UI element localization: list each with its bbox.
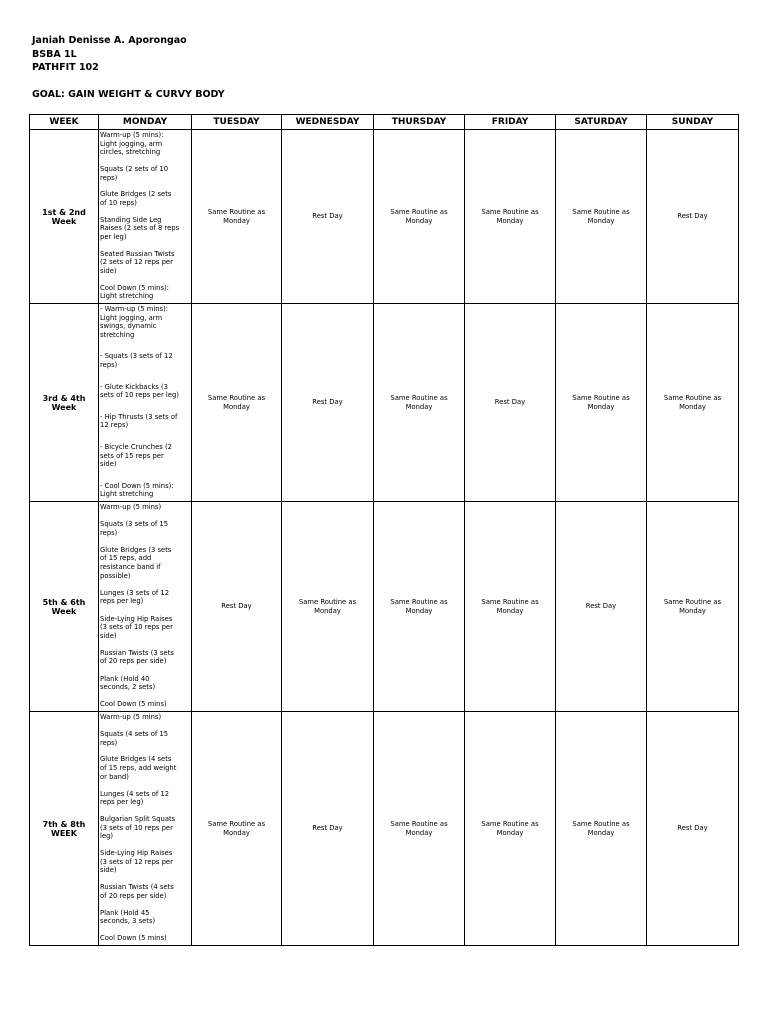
column-header-saturday: SATURDAY (556, 115, 647, 130)
saturday-cell: Rest Day (556, 502, 647, 712)
friday-cell: Same Routine as Monday (465, 130, 556, 304)
monday-routine-cell (99, 502, 192, 712)
workout-schedule-table (29, 114, 739, 946)
thursday-cell: Same Routine as Monday (374, 712, 465, 946)
exercise-item: Warm-up (5 mins) (100, 713, 162, 721)
table-header-row (30, 115, 739, 130)
table-row (30, 712, 739, 946)
exercise-item: Lunges (4 sets of 12 reps per leg) (100, 789, 170, 807)
exercise-item: Glute Bridges (2 sets of 10 reps) (100, 190, 172, 207)
exercise-item: - Hip Thrusts (3 sets of 12 reps) (100, 412, 178, 430)
exercise-item: - Warm-up (5 mins): Light jogging, arm swings, dynamic stretching (100, 305, 169, 339)
friday-cell: Same Routine as Monday (465, 712, 556, 946)
table-row (30, 130, 739, 304)
exercise-item: Glute Bridges (4 sets of 15 reps, add weight or band) (100, 755, 177, 781)
exercise-item: Russian Twists (3 sets of 20 reps per side) (100, 648, 174, 666)
friday-cell: Rest Day (465, 304, 556, 502)
tuesday-cell: Rest Day (192, 502, 282, 712)
friday-cell: Same Routine as Monday (465, 502, 556, 712)
exercise-list (100, 713, 189, 943)
goal: GOAL: GAIN WEIGHT & CURVY BODY (32, 88, 225, 100)
exercise-item: Plank (Hold 40 seconds, 2 sets) (100, 674, 156, 692)
tuesday-cell: Same Routine as Monday (192, 304, 282, 502)
exercise-item: Cool Down (5 mins) (100, 700, 167, 709)
exercise-item: Warm-up (5 mins) (100, 503, 162, 511)
exercise-item: Cool Down (5 mins) (100, 934, 167, 943)
saturday-cell: Same Routine as Monday (556, 130, 647, 304)
column-header-monday: MONDAY (99, 115, 192, 130)
wednesday-cell: Rest Day (282, 130, 374, 304)
week-label: 3rd & 4th Week (30, 304, 99, 502)
monday-routine-cell (99, 304, 192, 502)
exercise-item: Plank (Hold 45 seconds, 3 sets) (100, 908, 156, 926)
column-header-week: WEEK (30, 115, 99, 130)
subject: PATHFIT 102 (32, 62, 99, 73)
sunday-cell: Same Routine as Monday (647, 304, 739, 502)
table-row (30, 502, 739, 712)
exercise-list (100, 131, 189, 301)
column-header-wednesday: WEDNESDAY (282, 115, 374, 130)
sunday-cell: Same Routine as Monday (647, 502, 739, 712)
wednesday-cell: Rest Day (282, 304, 374, 502)
document-header (32, 34, 225, 101)
thursday-cell: Same Routine as Monday (374, 304, 465, 502)
thursday-cell: Same Routine as Monday (374, 502, 465, 712)
column-header-sunday: SUNDAY (647, 115, 739, 130)
exercise-item: - Bicycle Crunches (2 sets of 15 reps per side) (100, 443, 172, 469)
week-label: 5th & 6th Week (30, 502, 99, 712)
exercise-item: Cool Down (5 mins): Light stretching (100, 283, 169, 301)
exercise-item: Squats (2 sets of 10 reps) (100, 165, 169, 182)
thursday-cell: Same Routine as Monday (374, 130, 465, 304)
exercise-list (100, 305, 189, 499)
exercise-item: Squats (3 sets of 15 reps) (100, 520, 169, 537)
sunday-cell: Rest Day (647, 130, 739, 304)
exercise-item: Bulgarian Split Squats (3 sets of 10 reps per leg) (100, 815, 176, 841)
monday-routine-cell (99, 712, 192, 946)
exercise-item: Standing Side Leg Raises (2 sets of 8 reps per leg) (100, 215, 180, 241)
exercise-item: Side-Lying Hip Raises (3 sets of 12 reps per side) (100, 849, 173, 875)
column-header-friday: FRIDAY (465, 115, 556, 130)
column-header-tuesday: TUESDAY (192, 115, 282, 130)
exercise-item: - Cool Down (5 mins): Light stretching (100, 481, 174, 499)
exercise-item: Seated Russian Twists (2 sets of 12 reps per side) (100, 249, 175, 275)
table-row (30, 304, 739, 502)
wednesday-cell: Rest Day (282, 712, 374, 946)
week-label: 1st & 2nd Week (30, 130, 99, 304)
exercise-item: - Glute Kickbacks (3 sets of 10 reps per leg) (100, 382, 179, 400)
exercise-item: - Squats (3 sets of 12 reps) (100, 352, 173, 369)
exercise-item: Russian Twists (4 sets of 20 reps per side) (100, 883, 174, 900)
course: BSBA 1L (32, 48, 77, 60)
exercise-item: Warm-up (5 mins): Light jogging, arm circles, stretching (100, 131, 164, 157)
exercise-item: Glute Bridges (3 sets of 15 reps, add resistance band if possible) (100, 545, 172, 580)
week-label: 7th & 8th WEEK (30, 712, 99, 946)
exercise-list (100, 503, 189, 709)
tuesday-cell: Same Routine as Monday (192, 130, 282, 304)
tuesday-cell: Same Routine as Monday (192, 712, 282, 946)
saturday-cell: Same Routine as Monday (556, 712, 647, 946)
student-name: Janiah Denisse A. Aporongao (32, 35, 187, 46)
exercise-item: Lunges (3 sets of 12 reps per leg) (100, 588, 170, 606)
wednesday-cell: Same Routine as Monday (282, 502, 374, 712)
monday-routine-cell (99, 130, 192, 304)
exercise-item: Side-Lying Hip Raises (3 sets of 10 reps per side) (100, 614, 173, 640)
exercise-item: Squats (4 sets of 15 reps) (100, 729, 169, 747)
column-header-thursday: THURSDAY (374, 115, 465, 130)
saturday-cell: Same Routine as Monday (556, 304, 647, 502)
sunday-cell: Rest Day (647, 712, 739, 946)
